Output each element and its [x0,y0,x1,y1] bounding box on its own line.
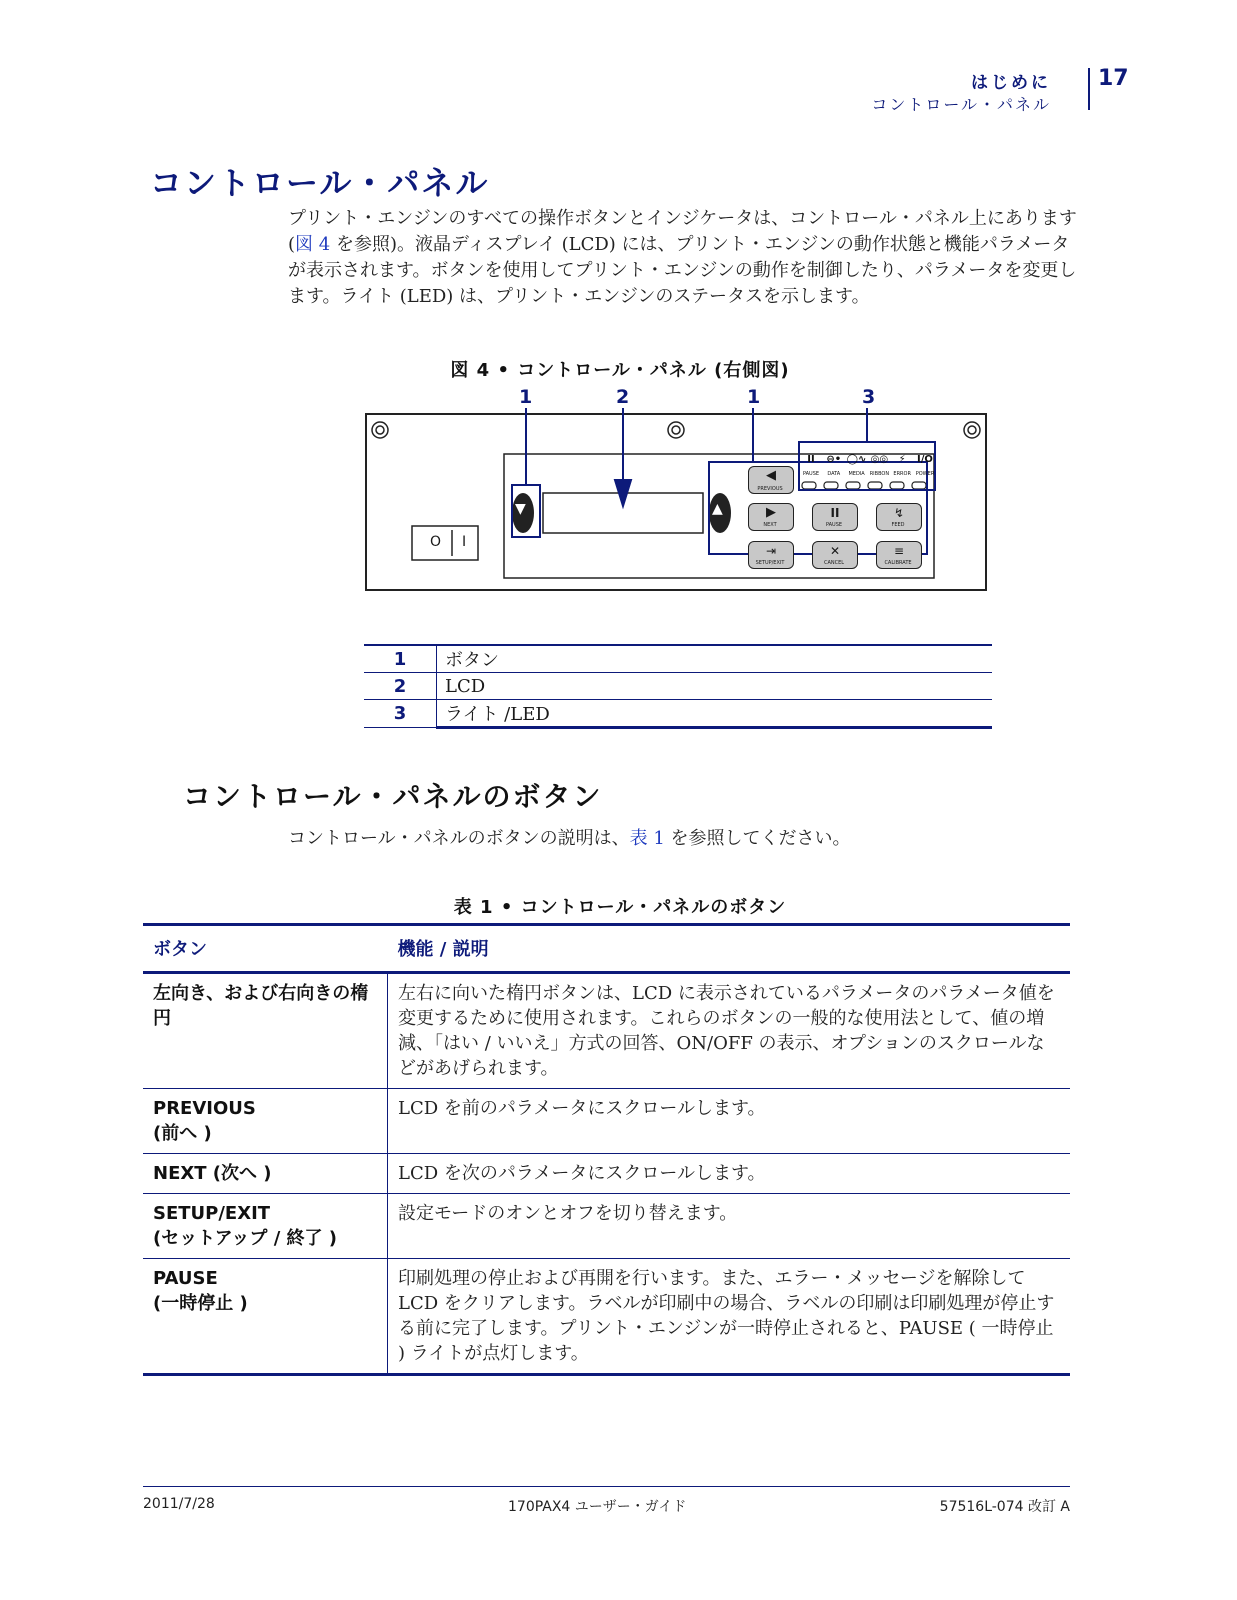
button-name-cell [143,973,388,1089]
led-label-error: ERROR [893,471,911,477]
led-label-ribbon: RIBBON [869,471,890,477]
buttons-paragraph [288,826,1078,852]
chapter-title: はじめに [971,73,1051,93]
button-desc: 設定モードのオンとオフを切り替えます。 [388,1194,1071,1259]
callout-3: 3 [862,386,876,408]
footer-date: 2011/7/28 [143,1496,215,1512]
table-header-row [143,925,1070,973]
led-label-media: MEDIA [848,471,865,477]
footer-rule [143,1486,1070,1487]
intro-text-b: を参照)。液晶ディスプレイ (LCD) には、プリント・エンジンの動作状態と機能パラメータが表示されます。ボタンを使用してプリント・エンジンの動作を制御したり、パラメータを変更します。ライト (LED) は、プリント・エンジンのステータスを示します。 [288,234,1077,307]
calibrate-icon: ≡ [893,544,905,558]
button-desc: 印刷処理の停止および再開を行います。また、エラー・メッセージを解除して LCD をクリアします。ラベルが印刷中の場合、ラベルの印刷は印刷処理が停止する前に完了します。プリント・エンジンが一時停止されると、PAUSE ( 一時停止 ) ライトが点灯します。 [388,1259,1071,1375]
button-name-cell [143,1089,388,1154]
button-name: PREVIOUS [153,1098,256,1119]
buttons-text-b: を参照してください。 [664,828,851,849]
callout-2: 2 [616,386,630,408]
callout-1b: 1 [747,386,761,408]
button-name-cell [143,1194,388,1259]
table-row [143,1089,1070,1154]
button-sub: (一時停止 ) [153,1293,248,1314]
table-row [143,1194,1070,1259]
figure-caption: 図 4 • コントロール・パネル (右側図) [450,360,790,381]
legend-row [364,646,992,673]
page-number: 17 [1098,66,1129,91]
legend-row [364,700,992,728]
previous-label: PREVIOUS [757,486,783,492]
pause-icon: II [807,454,815,465]
switch-on-label: I [462,534,467,550]
setup-exit-icon: ⇥ [765,544,777,558]
power-icon: I/O [917,454,933,465]
footer-doc-number: 57516L-074 改訂 A [939,1499,1070,1515]
table-row [143,973,1070,1089]
table-caption: 表 1 • コントロール・パネルのボタン [453,897,787,918]
buttons-table [143,925,1070,1376]
legend-num: 1 [364,646,437,673]
button-name-cell [143,1259,388,1375]
buttons-text-a: コントロール・パネルのボタンの説明は、 [288,828,630,849]
previous-arrow-icon: ◀ [766,468,776,483]
button-name-cell [143,1154,388,1194]
legend-num: 3 [364,700,437,728]
right-oval-arrow-icon: ▲ [712,501,723,517]
button-sub: (セットアップ / 終了 ) [153,1228,338,1249]
table-link[interactable]: 表 1 [629,828,665,849]
led-label-power: POWER [915,471,935,477]
led-label-data: DATA [827,471,841,477]
switch-off-label: O [430,534,442,550]
button-desc: LCD を前のパラメータにスクロールします。 [388,1089,1071,1154]
led-icon-row [800,454,936,465]
intro-text-a: プリント・エンジンのすべての操作ボタンとインジケータは、コントロール・パネル上にあります ( [288,208,1077,255]
legend-num: 2 [364,673,437,700]
section-title: コントロール・パネル [871,95,1051,114]
button-name: SETUP/EXIT [153,1203,271,1224]
media-icon: ◯∿ [846,454,867,465]
button-name: 左向き、および右向きの楕円 [153,983,369,1029]
ribbon-icon: ◎◎ [870,454,889,465]
cancel-label: CANCEL [823,560,845,566]
next-arrow-icon: ▶ [766,505,776,520]
feed-icon: ↯ [893,506,905,520]
callout-1: 1 [519,386,533,408]
figure-link[interactable]: 図 4 [295,234,331,255]
table-row [143,1154,1070,1194]
pause-button-icon: II [830,506,840,520]
led-label-row [800,471,936,477]
pause-label: PAUSE [825,522,843,528]
next-label: NEXT [763,522,777,528]
figure-legend [364,646,992,729]
data-icon: ⊖• [826,454,842,465]
legend-label: LCD [437,673,993,700]
button-sub: (前へ ) [153,1123,212,1144]
cancel-icon: ✕ [829,544,841,558]
section-heading: コントロール・パネル [150,164,490,202]
button-name: PAUSE [153,1268,218,1289]
button-desc: 左右に向いた楕円ボタンは、LCD に表示されているパラメータのパラメータ値を変更するために使用されます。これらのボタンの一般的な使用法として、値の増減、「はい / いいえ」方式の回答、ON/OFF の表示、オプションのスクロールなどがあげられます。 [388,973,1071,1089]
column-header-function: 機能 / 説明 [388,925,1071,973]
left-oval-arrow-icon: ▼ [515,501,526,517]
button-name: NEXT (次へ ) [153,1163,272,1184]
calibrate-label: CALIBRATE [884,560,912,566]
footer-title: 170PAX4 ユーザー・ガイド [508,1499,687,1515]
error-icon: ⚡ [898,454,906,465]
legend-row [364,673,992,700]
legend-label: ボタン [437,646,993,673]
intro-paragraph [288,206,1078,310]
button-desc: LCD を次のパラメータにスクロールします。 [388,1154,1071,1194]
setup-exit-label: SETUP/EXIT [755,560,785,566]
led-label-pause: PAUSE [802,471,820,477]
subsection-heading: コントロール・パネルのボタン [183,780,603,813]
feed-label: FEED [891,522,905,528]
legend-label: ライト /LED [437,700,993,728]
column-header-button: ボタン [143,925,388,973]
table-row [143,1259,1070,1375]
header-divider [1088,68,1090,110]
